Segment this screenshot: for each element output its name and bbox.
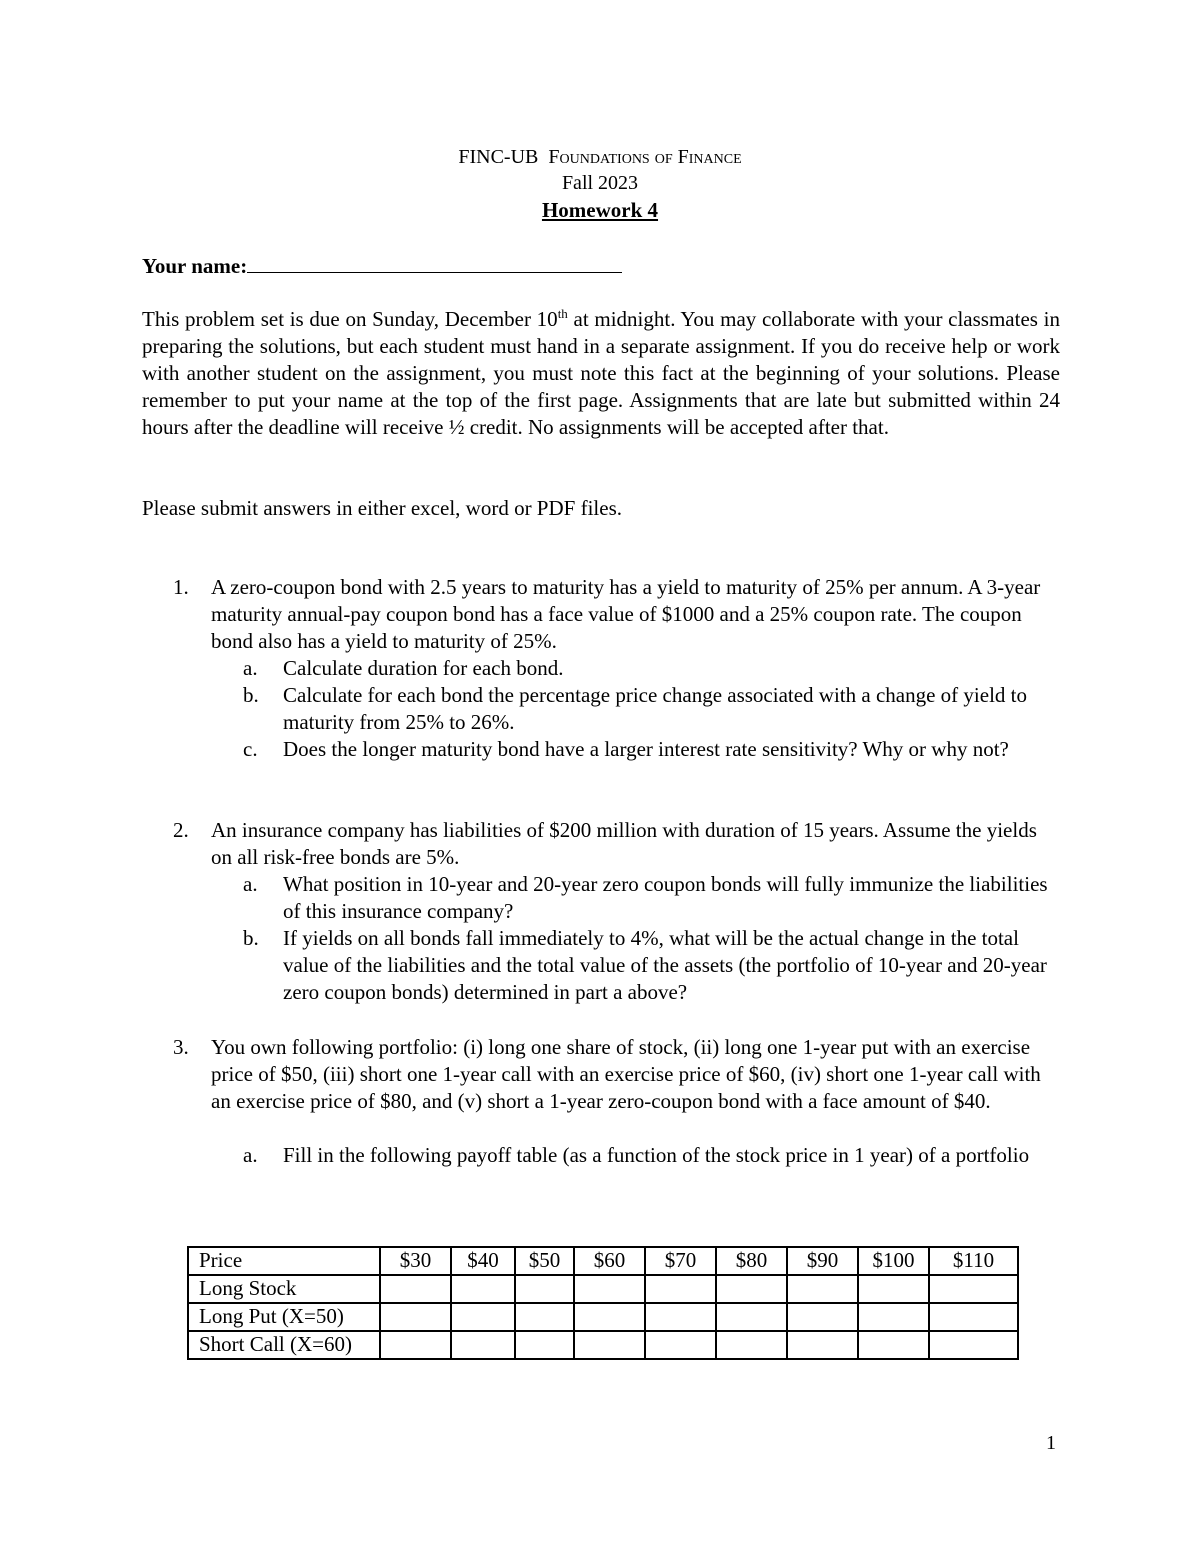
intro-text-a: This problem set is due on Sunday, December 10 xyxy=(142,307,558,331)
part-text: Calculate duration for each bond. xyxy=(283,656,564,680)
question-number: 3. xyxy=(173,1035,189,1059)
table-header-cell: Price xyxy=(188,1247,380,1275)
table-cell[interactable] xyxy=(645,1331,716,1359)
part-letter: a. xyxy=(243,872,258,896)
part-text: Fill in the following payoff table (as a function of the stock price in 1 year) of a portfolio xyxy=(283,1143,1030,1167)
table-header-cell: $60 xyxy=(574,1247,645,1275)
table-cell[interactable] xyxy=(645,1303,716,1331)
table-cell[interactable] xyxy=(787,1331,858,1359)
part-letter: a. xyxy=(243,656,258,680)
question-text: You own following portfolio: (i) long one share of stock, (ii) long one 1-year put with an exercise price of $50, (iii) short one 1-year call with an exercise price of $60, (iv) short one 1-year call with an exercise price of $80, and (v) short a 1-year zero-coupon bond with a face amount of $40. xyxy=(211,1035,1041,1113)
table-cell[interactable] xyxy=(451,1303,515,1331)
table-cell[interactable] xyxy=(929,1331,1018,1359)
table-cell[interactable] xyxy=(858,1303,929,1331)
part-text: Calculate for each bond the percentage price change associated with a change of yield to maturity from 25% to 26%. xyxy=(283,683,1027,734)
table-cell[interactable] xyxy=(716,1275,787,1303)
question-part xyxy=(211,871,1060,925)
table-cell[interactable] xyxy=(515,1331,574,1359)
row-label: Short Call (X=60) xyxy=(188,1331,380,1359)
table-header-cell: $50 xyxy=(515,1247,574,1275)
page-title: Homework 4 xyxy=(541,198,659,222)
table-cell[interactable] xyxy=(716,1331,787,1359)
table-cell[interactable] xyxy=(716,1303,787,1331)
table-cell[interactable] xyxy=(380,1275,451,1303)
table-row xyxy=(188,1275,1018,1303)
row-label: Long Put (X=50) xyxy=(188,1303,380,1331)
table-header-cell: $110 xyxy=(929,1247,1018,1275)
table-cell[interactable] xyxy=(929,1303,1018,1331)
table-header-cell: $30 xyxy=(380,1247,451,1275)
part-text: If yields on all bonds fall immediately to 4%, what will be the actual change in the total value of the liabilities and the total value of the assets (the portfolio of 10-year and 20-year zero coupon bonds) determined in part a above? xyxy=(283,926,1047,1004)
intro-sup: th xyxy=(557,306,568,321)
question-part xyxy=(211,682,1060,736)
table-cell[interactable] xyxy=(787,1275,858,1303)
table-cell[interactable] xyxy=(451,1331,515,1359)
table-cell[interactable] xyxy=(380,1303,451,1331)
table-cell[interactable] xyxy=(787,1303,858,1331)
table-cell[interactable] xyxy=(858,1331,929,1359)
part-letter: a. xyxy=(243,1143,258,1167)
table-header-cell: $80 xyxy=(716,1247,787,1275)
table-row xyxy=(188,1331,1018,1359)
table-cell[interactable] xyxy=(451,1275,515,1303)
term: Fall 2023 xyxy=(561,172,639,194)
table-cell[interactable] xyxy=(380,1331,451,1359)
payoff-table xyxy=(187,1246,1019,1360)
row-label: Long Stock xyxy=(188,1275,380,1303)
part-letter: b. xyxy=(243,926,259,950)
table-row xyxy=(188,1303,1018,1331)
table-header-cell: $40 xyxy=(451,1247,515,1275)
question-number: 1. xyxy=(173,575,189,599)
course-code: FINC-UB xyxy=(458,146,539,168)
table-cell[interactable] xyxy=(929,1275,1018,1303)
part-letter: b. xyxy=(243,683,259,707)
table-cell[interactable] xyxy=(645,1275,716,1303)
course-name: Foundations of Finance xyxy=(548,146,742,168)
table-cell[interactable] xyxy=(515,1303,574,1331)
table-cell[interactable] xyxy=(515,1275,574,1303)
question-text: An insurance company has liabilities of $200 million with duration of 15 years. Assume the yields on all risk-free bonds are 5%. xyxy=(211,818,1037,869)
part-letter: c. xyxy=(243,737,258,761)
question-part xyxy=(211,736,1060,763)
table-header-row xyxy=(188,1247,1018,1275)
part-text: Does the longer maturity bond have a larger interest rate sensitivity? Why or why not? xyxy=(283,737,1009,761)
intro-text-b: at midnight. You may collaborate with your classmates in preparing the solutions, but each student must hand in a separate assignment. If you do receive help or work with another student on the assignment, you must note this fact at the beginning of your solutions. Please remember to put your name at the top of the first page. Assignments that are late but submitted within 24 hours after the deadline will receive ½ credit. No assignments will be accepted after that. xyxy=(142,307,1060,439)
question-number: 2. xyxy=(173,818,189,842)
table-header-cell: $70 xyxy=(645,1247,716,1275)
question-part xyxy=(211,925,1060,1006)
part-text: What position in 10-year and 20-year zero coupon bonds will fully immunize the liabilities of this insurance company? xyxy=(283,872,1048,923)
course-heading xyxy=(0,146,1200,169)
table-cell[interactable] xyxy=(574,1331,645,1359)
table-header-cell: $90 xyxy=(787,1247,858,1275)
table-cell[interactable] xyxy=(574,1275,645,1303)
table-header-cell: $100 xyxy=(858,1247,929,1275)
table-cell[interactable] xyxy=(574,1303,645,1331)
question-text: A zero-coupon bond with 2.5 years to maturity has a yield to maturity of 25% per annum. A 3-year maturity annual-pay coupon bond has a face value of $1000 and a 25% coupon rate. The coupon bond also has a yield to maturity of 25%. xyxy=(211,575,1041,653)
question-part xyxy=(211,1142,1060,1169)
name-blank[interactable] xyxy=(247,254,622,273)
name-label: Your name: xyxy=(142,254,248,278)
name-field[interactable] xyxy=(142,254,622,279)
intro-paragraph xyxy=(142,306,1060,441)
question-part xyxy=(211,655,1060,682)
submission-note: Please submit answers in either excel, word or PDF files. xyxy=(142,496,622,520)
table-cell[interactable] xyxy=(858,1275,929,1303)
page-number: 1 xyxy=(1046,1432,1056,1454)
